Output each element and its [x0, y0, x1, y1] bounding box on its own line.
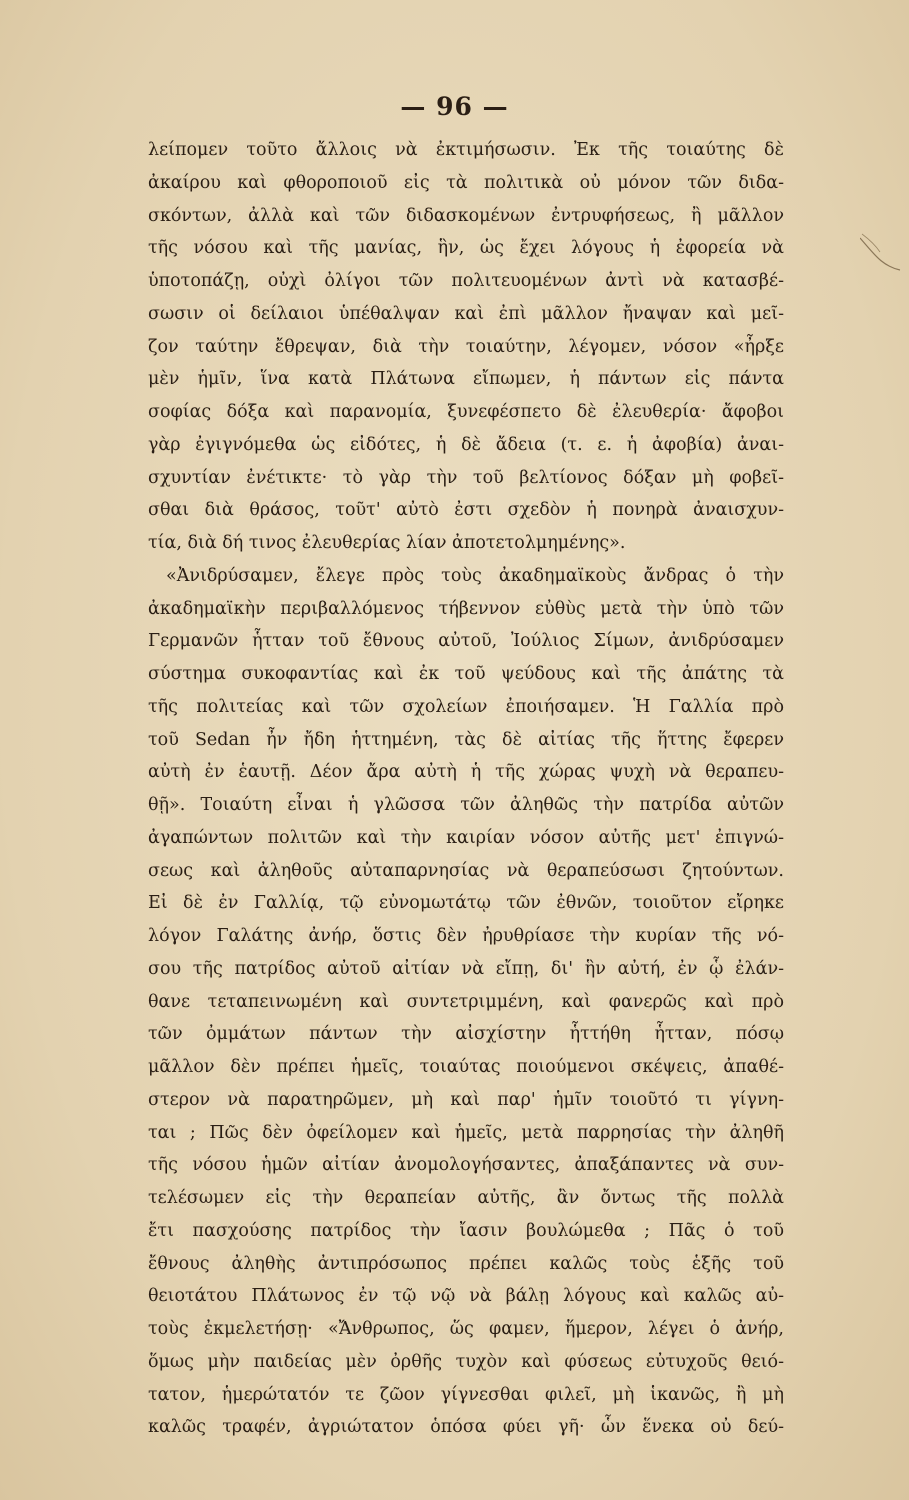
text-line: θειοτάτου Πλάτωνος ἐν τῷ νῷ νὰ βάλῃ λόγους καὶ καλῶς αὐ-	[148, 1286, 784, 1307]
text-line: σύστημα συκοφαντίας καὶ ἐκ τοῦ ψεύδους καὶ τῆς ἀπάτης τὰ	[148, 664, 784, 684]
text-line: τῆς πολιτείας καὶ τῶν σχολείων ἐποιήσαμεν. Ἡ Γαλλία πρὸ	[148, 696, 784, 717]
text-line: τῆς νόσου ἡμῶν αἰτίαν ἀνομολογήσαντες, ἀπαξάπαντες νὰ συν-	[148, 1155, 784, 1176]
text-line: τοὺς ἐκμελετήσῃ· «Ἄνθρωπος, ὥς φαμεν, ἥμερον, λέγει ὁ ἀνήρ,	[148, 1319, 784, 1339]
body-text	[148, 134, 784, 1444]
text-line: ὑποτοπάζῃ, οὐχὶ ὀλίγοι τῶν πολιτευομένων ἀντὶ νὰ κατασβέ-	[148, 271, 784, 291]
text-line: καλῶς τραφέν, ἀγριώτατον ὁπόσα φύει γῆ· ὧν ἕνεκα οὐ δεύ-	[148, 1417, 784, 1438]
text-line: στερον νὰ παρατηρῶμεν, μὴ καὶ παρ' ἡμῖν τοιοῦτό τι γίγνη-	[148, 1089, 784, 1110]
text-line: τῶν ὀμμάτων πάντων τὴν αἰσχίστην ἧττήθη ἧτταν, πόσῳ	[148, 1024, 784, 1045]
text-line: τατον, ἡμερώτατόν τε ζῶον γίγνεσθαι φιλεῖ, μὴ ἱκανῶς, ἢ μὴ	[148, 1384, 784, 1405]
text-line: σου τῆς πατρίδος αὐτοῦ αἰτίαν νὰ εἴπῃ, δι' ἣν αὐτή, ἐν ᾧ ἐλάν-	[148, 958, 784, 979]
text-line: τελέσωμεν εἰς τὴν θεραπείαν αὐτῆς, ἂν ὄντως τῆς πολλὰ	[148, 1188, 784, 1208]
text-line: ἔτι πασχούσης πατρίδος τὴν ἴασιν βουλώμεθα ; Πᾶς ὁ τοῦ	[148, 1220, 784, 1241]
text-line: Εἰ δὲ ἐν Γαλλίᾳ, τῷ εὐνομωτάτῳ τῶν ἐθνῶν, τοιοῦτον εἴρηκε	[148, 893, 784, 914]
text-line: ἀγαπώντων πολιτῶν καὶ τὴν καιρίαν νόσον αὐτῆς μετ' ἐπιγνώ-	[148, 827, 784, 848]
text-line: ἀκαίρου καὶ φθοροποιοῦ εἰς τὰ πολιτικὰ οὐ μόνον τῶν διδα-	[148, 172, 784, 193]
text-line: «Ἀνιδρύσαμεν, ἔλεγε πρὸς τοὺς ἀκαδημαϊκοὺς ἄνδρας ὁ τὴν	[166, 565, 784, 586]
text-line: σκόντων, ἀλλὰ καὶ τῶν διδασκομένων ἐντρυφήσεως, ἢ μᾶλλον	[148, 205, 784, 226]
page-fold-mark	[860, 232, 909, 276]
text-line: ἔθνους ἀληθὴς ἀντιπρόσωπος πρέπει καλῶς τοὺς ἑξῆς τοῦ	[148, 1253, 784, 1274]
text-line: ὅμως μὴν παιδείας μὲν ὀρθῆς τυχὸν καὶ φύσεως εὐτυχοῦς θειό-	[148, 1351, 784, 1372]
text-line: γὰρ ἐγιγνόμεθα ὡς εἰδότες, ἡ δὲ ἄδεια (τ. ε. ἡ ἀφοβία) ἀναι-	[148, 434, 784, 455]
text-line: μᾶλλον δὲν πρέπει ἡμεῖς, τοιαύτας ποιούμενοι σκέψεις, ἀπαθέ-	[148, 1057, 784, 1077]
text-line: ζον ταύτην ἔθρεψαν, διὰ τὴν τοιαύτην, λέγομεν, νόσον «ἦρξε	[148, 336, 784, 357]
text-line: σωσιν οἱ δείλαιοι ὑπέθαλψαν καὶ ἐπὶ μᾶλλον ἤναψαν καὶ μεῖ-	[148, 303, 784, 324]
text-line: αὐτὴ ἐν ἑαυτῇ. Δέον ἄρα αὐτὴ ἡ τῆς χώρας ψυχὴ νὰ θεραπευ-	[148, 762, 784, 783]
text-line: μὲν ἡμῖν, ἵνα κατὰ Πλάτωνα εἴπωμεν, ἡ πάντων εἰς πάντα	[148, 369, 784, 390]
text-line: τοῦ Sedan ἦν ἤδη ἡττημένη, τὰς δὲ αἰτίας τῆς ἥττης ἔφερεν	[148, 729, 784, 750]
text-line: λείπομεν τοῦτο ἄλλοις νὰ ἐκτιμήσωσιν. Ἐκ τῆς τοιαύτης δὲ	[148, 140, 784, 160]
text-line: τῆς νόσου καὶ τῆς μανίας, ἣν, ὡς ἔχει λόγους ἡ ἐφορεία νὰ	[148, 238, 784, 259]
text-line: Γερμανῶν ἧτταν τοῦ ἔθνους αὐτοῦ, Ἰούλιος Σίμων, ἀνιδρύσαμεν	[148, 631, 784, 652]
page-number: — 96 —	[400, 92, 509, 121]
text-line: θανε τεταπεινωμένη καὶ συντετριμμένη, καὶ φανερῶς καὶ πρὸ	[148, 991, 784, 1012]
text-line: τία, διὰ δή τινος ἐλευθερίας λίαν ἀποτετολμημένης».	[148, 533, 626, 553]
text-line: λόγον Γαλάτης ἀνήρ, ὅστις δὲν ἠρυθρίασε τὴν κυρίαν τῆς νό-	[148, 926, 784, 946]
text-line: ἀκαδημαϊκὴν περιβαλλόμενος τήβεννον εὐθὺς μετὰ τὴν ὑπὸ τῶν	[148, 598, 784, 619]
text-line: θῇ». Τοιαύτη εἶναι ἡ γλῶσσα τῶν ἀληθῶς τὴν πατρίδα αὐτῶν	[148, 795, 784, 815]
text-line: σθαι διὰ θράσος, τοῦτ' αὐτὸ ἐστι σχεδὸν ἡ πονηρὰ ἀναισχυν-	[148, 500, 784, 521]
text-line: σχυντίαν ἐνέτικτε· τὸ γὰρ τὴν τοῦ βελτίονος δόξαν μὴ φοβεῖ-	[148, 467, 784, 488]
text-line: ται ; Πῶς δὲν ὀφείλομεν καὶ ἡμεῖς, μετὰ παρρησίας τὴν ἀληθῆ	[148, 1122, 784, 1143]
text-line: σοφίας δόξα καὶ παρανομία, ξυνεφέσπετο δὲ ἐλευθερία· ἄφοβοι	[148, 402, 784, 422]
text-line: σεως καὶ ἀληθοῦς αὐταπαρνησίας νὰ θεραπεύσωσι ζητούντων.	[148, 860, 784, 881]
